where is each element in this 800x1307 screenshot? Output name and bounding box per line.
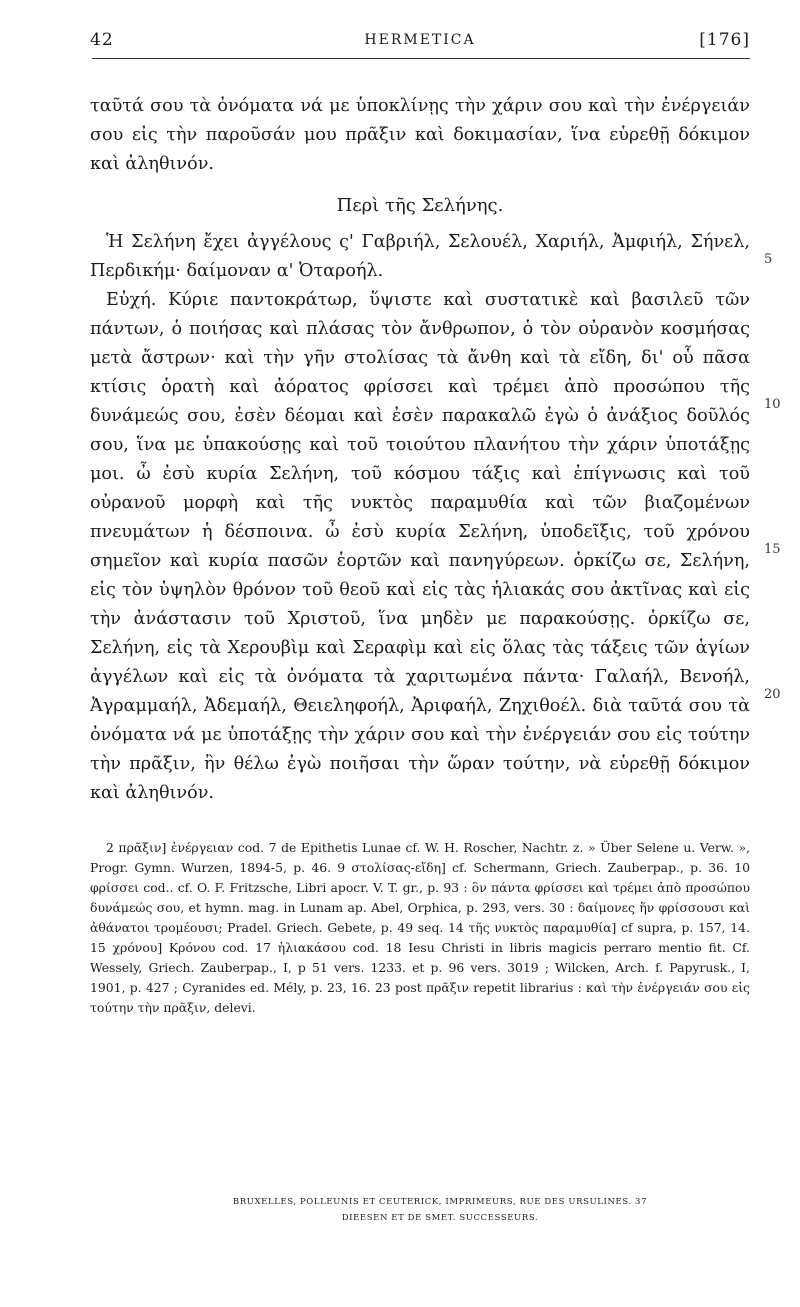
imprint-line-2: DIEESEN ET DE SMET. SUCCESSEURS. [341,1213,539,1223]
line-number-5: 5 [764,252,773,267]
apparatus-note: 2 πρᾶξιν] ἐνέργειαν cod. 7 de Epithetis Lunae cf. W. H. Roscher, Nachtr. z. » Über Selene u. Verw. », Progr. Gymn. Wurzen, 1894-5, p. 46. 9 στολίσας-εἴδη] cf. Schermann, Griech. Zauberpap., p. 36. 10 φρίσσει cod.. cf. O. F. Fritzsche, Libri apocr. V. T. gr., p. 93 : ὃν πάντα φρίσσει καὶ τρέμει ἀπὸ προσώπου δυνάμεώς σου, et hymn. mag. in Lunam ap. Abel, Orphica, p. 293, vers. 30 : δαίμονες ἥν φρίσσουσι καὶ ἀθάνατοι τρομέουσι; Pradel. Griech. Gebete, p. 49 seq. 14 τῆς νυκτὸς παραμυθία] cf supra, p. 157, 14. 15 χρόνου] Κρόνου cod. 17 ἡλιακάσου cod. 18 Iesu Christi in libris magicis perraro mentio fit. Cf. Wessely, Griech. Zauberpap., I, p 51 vers. 1233. et p. 96 vers. 3019 ; Wilcken, Arch. f. Papyrusk., I, 1901, p. 427 ; Cyranides ed. Mély, p. 23, 16. 23 post πρᾶξιν repetit librarius : καὶ τὴν ἐνέργειάν σου εἰς τούτην τὴν πρᾶξιν, delevi. [90,840,750,1015]
footnotes [90,838,750,1018]
section-number: [176] [699,30,750,50]
imprint-line-1: BRUXELLES, POLLEUNIS ET CEUTERICK, IMPRIMEURS, RUE DES URSULINES. 37 [232,1197,648,1207]
paragraph-1: ταῦτά σου τὰ ὀνόματα νά με ὑποκλίνῃς τὴν χάριν σου καὶ τὴν ἐνέργειάν σου εἰς τὴν παροῦσάν μου πρᾶξιν καὶ δοκιμασίαν, ἵνα εὑρεθῇ δόκιμον καὶ ἀληθινόν. [90,96,750,174]
line-number-10: 10 [764,397,781,412]
header-rule [92,58,750,59]
main-text [90,92,750,808]
printer-imprint [140,1194,740,1226]
line-number-15: 15 [764,542,781,557]
paragraph-3: Εὐχή. Κύριε παντοκράτωρ, ὕψιστε καὶ συστατικὲ καὶ βασιλεῦ τῶν πάντων, ὁ ποιήσας καὶ πλάσας τὸν ἄνθρωπον, ὁ τὸν οὐρανὸν κοσμήσας μετὰ ἄστρων· καὶ τὴν γῆν στολίσας τὰ ἄνθη καὶ τὰ εἴδη, δι' οὗ πᾶσα κτίσις ὁρατὴ καὶ ἀόρατος φρίσσει καὶ τρέμει ἀπὸ προσώπου τῆς δυνάμεώς σου, ἐσὲν δέομαι καὶ ἐσὲν παρακαλῶ ἐγὼ ὁ ἀνάξιος δοῦλός σου, ἵνα με ὑπακούσῃς καὶ τοῦ τοιούτου πλανήτου τὴν χάριν ὑποτάξῃς μοι. ὦ ἐσὺ κυρία Σελήνη, τοῦ κόσμου τάξις καὶ ἐπίγνωσις καὶ τοῦ οὐρανοῦ μορφὴ καὶ τῆς νυκτὸς παραμυθία καὶ τῶν βιαζομένων πνευμάτων ἡ δέσποινα. ὦ ἐσὺ κυρία Σελήνη, ὑποδεῖξις, τοῦ χρόνου σημεῖον καὶ κυρία πασῶν ἑορτῶν καὶ πανηγύρεων. ὁρκίζω σε, Σελήνη, εἰς τὸν ὑψηλὸν θρόνον τοῦ θεοῦ καὶ εἰς τὰς ἡλιακάς σου ἀκτῖνας καὶ εἰς τὴν ἀνάστασιν τοῦ Χριστοῦ, ἵνα μηδὲν με παρακούσῃς. ὁρκίζω σε, Σελήνη, εἰς τὰ Χερουβὶμ καὶ Σεραφὶμ καὶ εἰς ὅλας τὰς τάξεις τῶν ἁγίων ἀγγέλων καὶ εἰς τὰ ὀνόματα τὰ χαριτωμένα πάντα· Γαλαήλ, Βενοήλ, Ἀγραμμαήλ, Ἀδεμαήλ, Θειεληφοήλ, Ἀριφαήλ, Ζηχιθοέλ. διὰ ταῦτά σου τὰ ὀνόματα νά με ὑποτάξῃς τὴν χάριν σου καὶ τὴν ἐνέργειάν σου εἰς τούτην τὴν πρᾶξιν, ἣν θέλω ἐγὼ ποιῆσαι τὴν ὥραν τούτην, νὰ εὑρεθῇ δόκιμον καὶ ἀληθινόν. [90,290,750,803]
running-title: HERMETICA [364,32,476,48]
section-heading: Περὶ τῆς Σελήνης. [336,195,504,216]
line-number-20: 20 [764,687,781,702]
page-number: 42 [90,30,114,50]
paragraph-2: Ἡ Σελήνη ἔχει ἀγγέλους ς' Γαβριήλ, Σελουέλ, Χαριήλ, Ἀμφιήλ, Σήνελ, Περδικήμ· δαίμοναν α' Ὀταροήλ. [90,232,750,281]
